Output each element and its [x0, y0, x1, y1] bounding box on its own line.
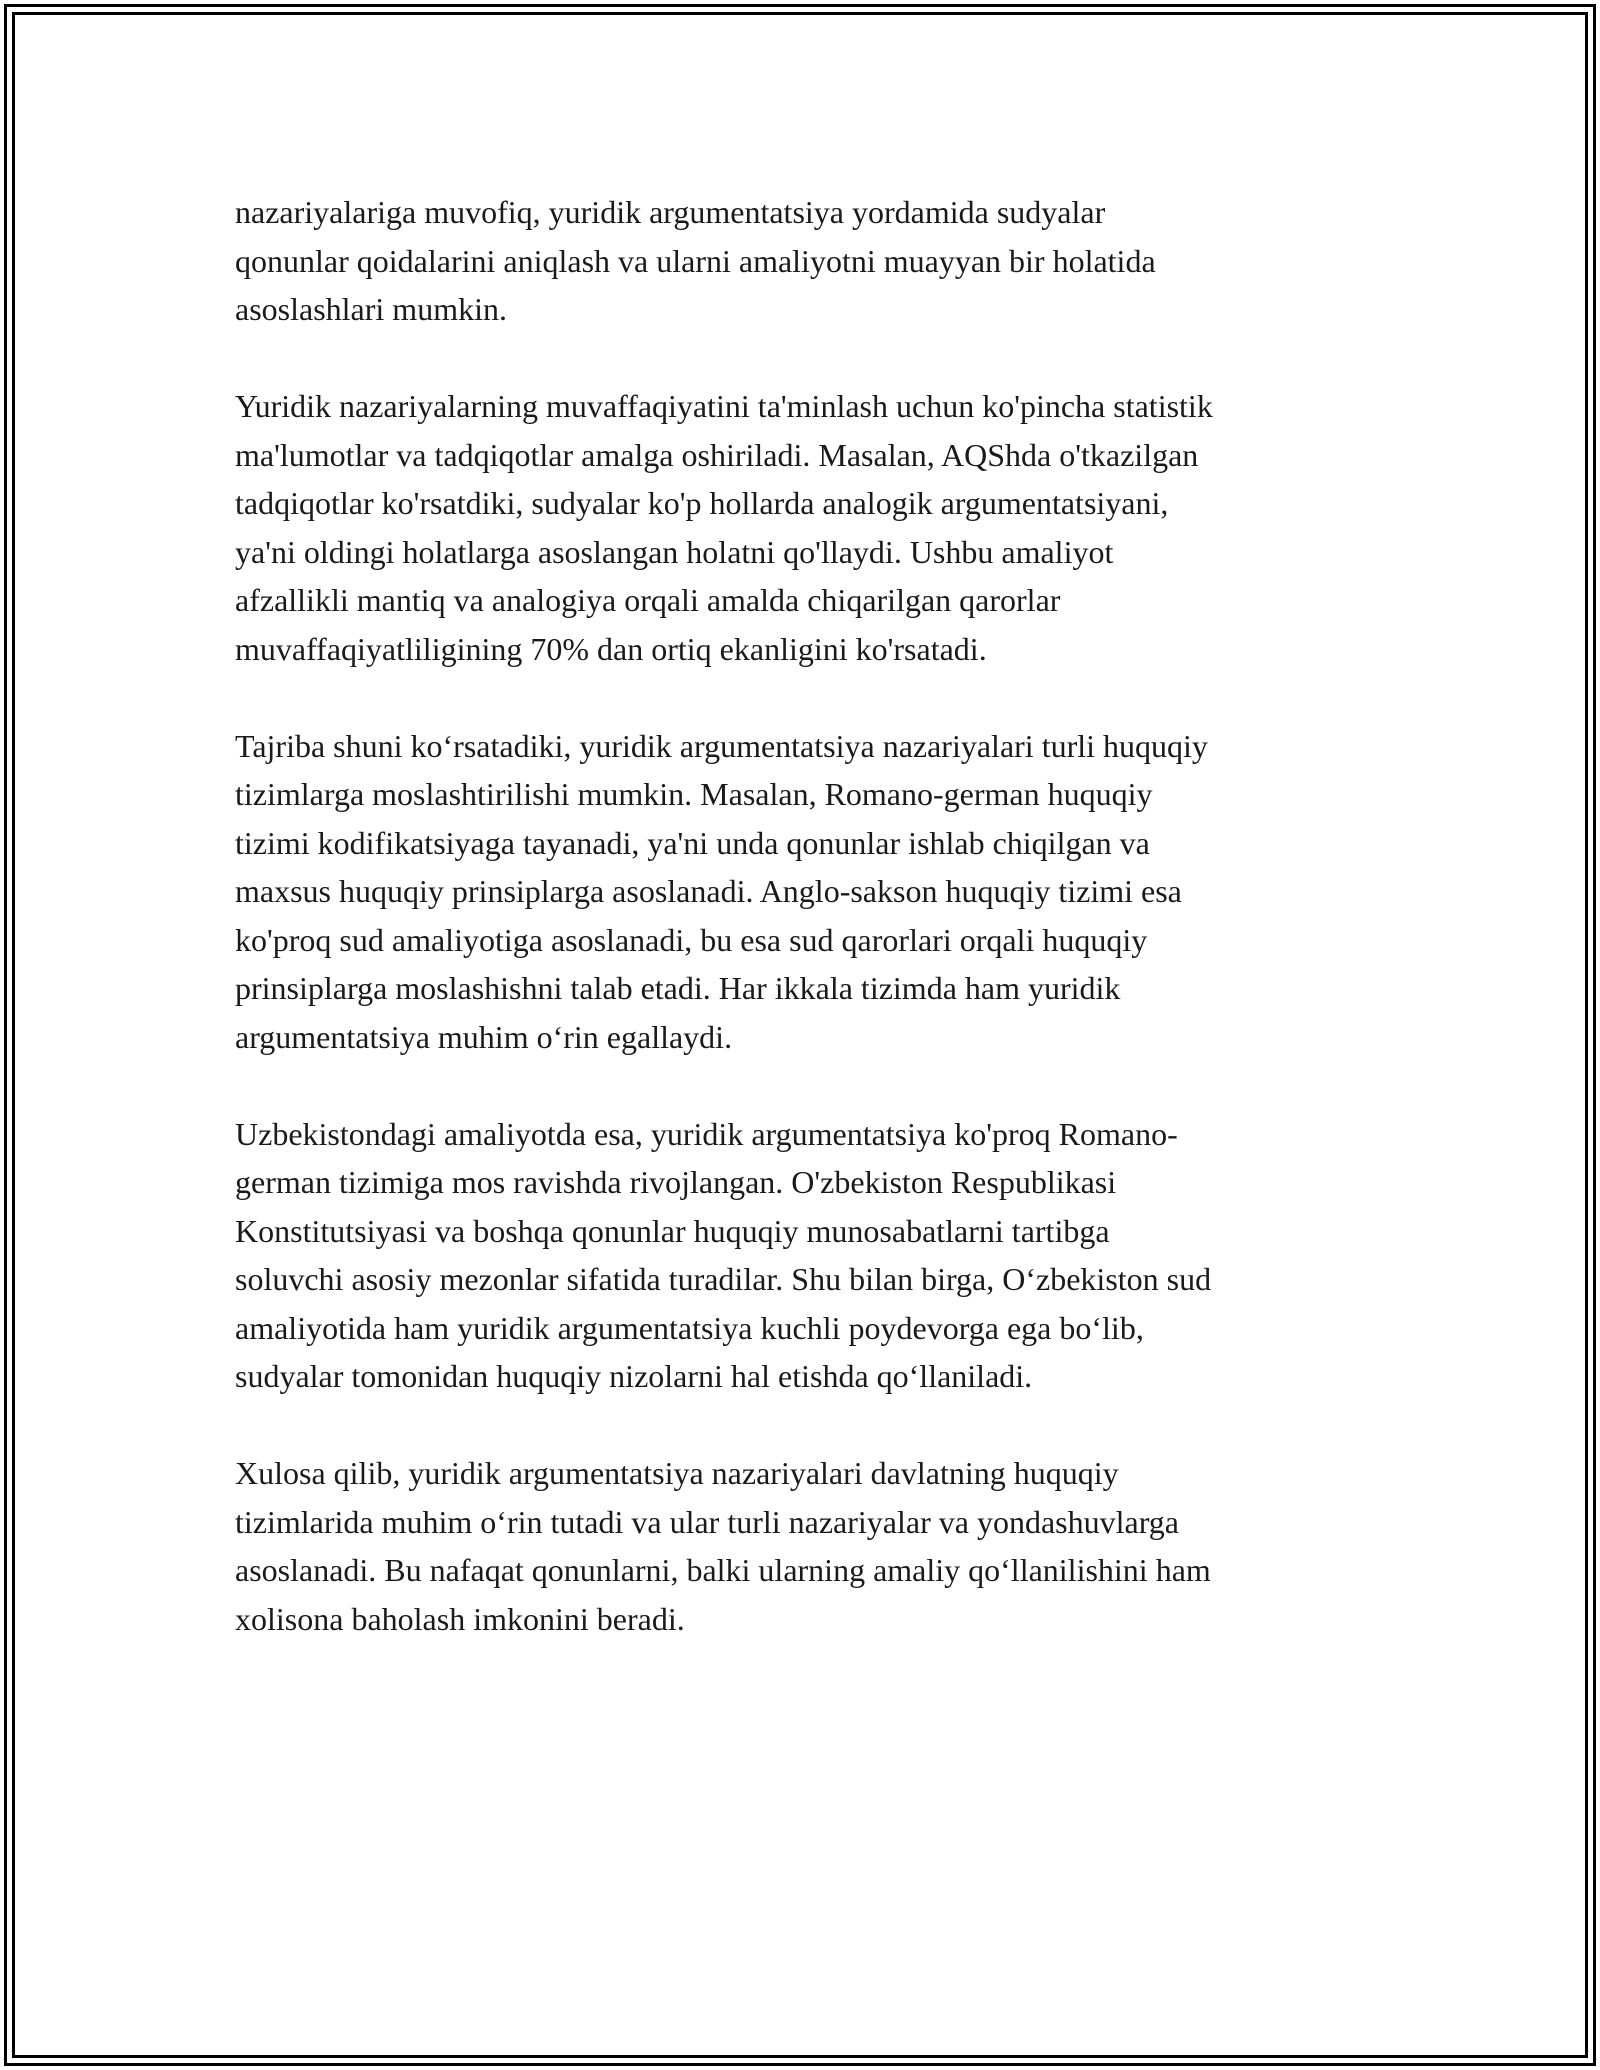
text-line: german tizimiga mos ravishda rivojlangan. O'zbekiston Respublikasi: [235, 1164, 1117, 1200]
text-line: xolisona baholash imkonini beradi.: [235, 1600, 685, 1637]
text-line: ma'lumotlar va tadqiqotlar amalga oshiriladi. Masalan, AQShda o'tkazilgan: [235, 436, 1199, 473]
text-line: Tajriba shuni ko‘rsatadiki, yuridik argumentatsiya nazariyalari turli huquqiy: [235, 727, 1208, 764]
paragraph-4: [235, 1110, 1365, 1401]
text-line: prinsiplarga moslashishni talab etadi. Har ikkala tizimda ham yuridik: [235, 970, 1121, 1006]
text-line: muvaffaqiyatliligining 70% dan ortiq ekanligini ko'rsatadi.: [235, 630, 987, 667]
text-line: Yuridik nazariyalarning muvaffaqiyatini ta'minlash uchun ko'pincha statistik: [235, 388, 1213, 424]
text-line: maxsus huquqiy prinsiplarga asoslanadi. Anglo-sakson huquqiy tizimi esa: [235, 873, 1182, 909]
document-body: [235, 188, 1365, 1692]
paragraph-3: [235, 722, 1365, 1062]
text-line: qonunlar qoidalarini aniqlash va ularni amaliyotni muayyan bir holatida: [235, 242, 1156, 279]
text-line: nazariyalariga muvofiq, yuridik argumentatsiya yordamida sudyalar: [235, 194, 1106, 230]
paragraph-5: [235, 1449, 1365, 1643]
text-line: tizimlarga moslashtirilishi mumkin. Masalan, Romano-german huquqiy: [235, 776, 1153, 812]
text-line: argumentatsiya muhim o‘rin egallaydi.: [235, 1018, 733, 1055]
text-line: asoslashlari mumkin.: [235, 291, 507, 327]
text-line: amaliyotida ham yuridik argumentatsiya kuchli poydevorga ega bo‘lib,: [235, 1309, 1144, 1346]
text-line: tizimlarida muhim o‘rin tutadi va ular turli nazariyalar va yondashuvlarga: [235, 1503, 1179, 1540]
text-line: ko'proq sud amaliyotiga asoslanadi, bu esa sud qarorlari orqali huquqiy: [235, 921, 1148, 958]
text-line: Konstitutsiyasi va boshqa qonunlar huquqiy munosabatlarni tartibga: [235, 1212, 1110, 1249]
text-line: asoslanadi. Bu nafaqat qonunlarni, balki ularning amaliy qo‘llanilishini ham: [235, 1552, 1211, 1588]
paragraph-2: [235, 382, 1365, 673]
text-line: ya'ni oldingi holatlarga asoslangan holatni qo'llaydi. Ushbu amaliyot: [235, 533, 1114, 570]
text-line: tizimi kodifikatsiyaga tayanadi, ya'ni unda qonunlar ishlab chiqilgan va: [235, 824, 1150, 861]
paragraph-1: [235, 188, 1365, 334]
text-line: sudyalar tomonidan huquqiy nizolarni hal etishda qo‘llaniladi.: [235, 1358, 1033, 1394]
text-line: afzallikli mantiq va analogiya orqali amalda chiqarilgan qarorlar: [235, 582, 1061, 618]
text-line: tadqiqotlar ko'rsatdiki, sudyalar ko'p hollarda analogik argumentatsiyani,: [235, 485, 1169, 521]
text-line: Xulosa qilib, yuridik argumentatsiya nazariyalari davlatning huquqiy: [235, 1455, 1119, 1491]
text-line: soluvchi asosiy mezonlar sifatida turadilar. Shu bilan birga, O‘zbekiston sud: [235, 1261, 1212, 1297]
text-line: Uzbekistondagi amaliyotda esa, yuridik argumentatsiya ko'proq Romano-: [235, 1115, 1178, 1152]
